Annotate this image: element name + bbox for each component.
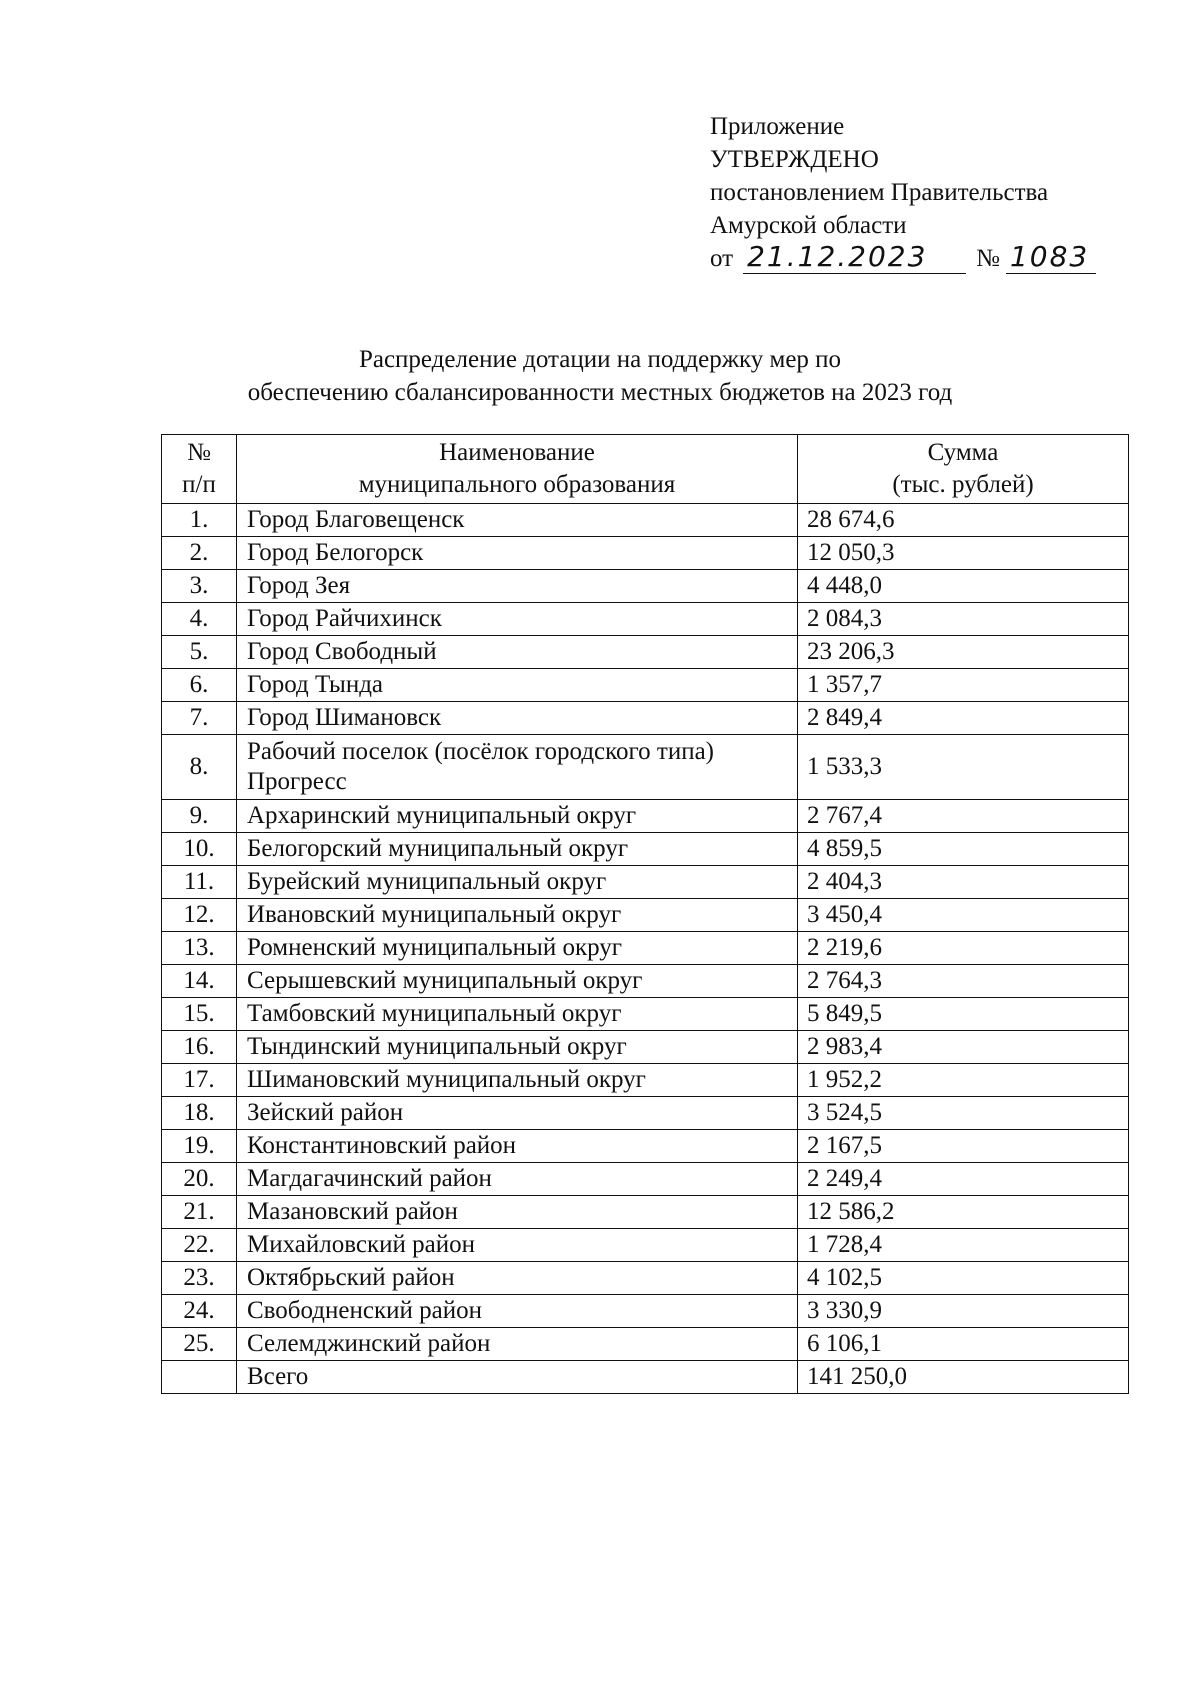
row-name: Город Зея	[237, 570, 798, 603]
row-name: Тындинский муниципальный округ	[237, 1031, 798, 1064]
row-sum: 1 952,2	[798, 1064, 1129, 1097]
row-number: 13.	[162, 932, 237, 965]
row-name: Серышевский муниципальный округ	[237, 965, 798, 998]
row-number: 25.	[162, 1328, 237, 1361]
region-label: Амурской области	[710, 212, 907, 239]
row-name: Город Белогорск	[237, 537, 798, 570]
row-sum: 3 524,5	[798, 1097, 1129, 1130]
header-name	[237, 435, 798, 504]
row-sum: 1 357,7	[798, 669, 1129, 702]
row-number: 23.	[162, 1262, 237, 1295]
row-name: Зейский район	[237, 1097, 798, 1130]
from-label: от	[710, 245, 734, 272]
row-number: 8.	[162, 735, 237, 800]
row-sum: 6 106,1	[798, 1328, 1129, 1361]
table-row	[162, 1064, 1129, 1097]
table-row	[162, 1097, 1129, 1130]
total-sum: 141 250,0	[798, 1361, 1129, 1394]
row-sum: 12 586,2	[798, 1196, 1129, 1229]
row-name-line1: Рабочий поселок (посёлок городского типа)	[247, 738, 715, 765]
table-row	[162, 537, 1129, 570]
title-line-2: обеспечению сбалансированности местных бюджетов на 2023 год	[247, 379, 953, 406]
table-row	[162, 636, 1129, 669]
header-name-line2: муниципального образования	[358, 471, 676, 498]
row-number: 12.	[162, 899, 237, 932]
header-name-line1: Наименование	[439, 439, 595, 466]
row-sum: 2 849,4	[798, 702, 1129, 735]
table-row	[162, 1262, 1129, 1295]
table-row	[162, 603, 1129, 636]
row-name: Белогорский муниципальный округ	[237, 833, 798, 866]
appendix-label: Приложение	[710, 113, 845, 140]
row-sum: 1 728,4	[798, 1229, 1129, 1262]
row-sum: 2 249,4	[798, 1163, 1129, 1196]
row-number: 10.	[162, 833, 237, 866]
row-sum: 3 450,4	[798, 899, 1129, 932]
row-name: Город Шимановск	[237, 702, 798, 735]
row-number: 24.	[162, 1295, 237, 1328]
row-sum: 2 767,4	[798, 800, 1129, 833]
row-name: Ромненский муниципальный округ	[237, 932, 798, 965]
row-name: Михайловский район	[237, 1229, 798, 1262]
row-sum: 2 764,3	[798, 965, 1129, 998]
row-name: Тамбовский муниципальный округ	[237, 998, 798, 1031]
handwritten-date: 21.12.2023	[743, 243, 966, 274]
table-row	[162, 1229, 1129, 1262]
table-row	[162, 702, 1129, 735]
table-row	[162, 1130, 1129, 1163]
row-name: Архаринский муниципальный округ	[237, 800, 798, 833]
row-name: Свободненский район	[237, 1295, 798, 1328]
header-sum-line2: (тыс. рублей)	[892, 471, 1034, 498]
total-label: Всего	[237, 1361, 798, 1394]
row-sum: 1 533,3	[798, 735, 1129, 800]
row-sum: 2 084,3	[798, 603, 1129, 636]
total-row	[162, 1361, 1129, 1394]
table-row	[162, 504, 1129, 537]
title-line-1: Распределение дотации на поддержку мер по	[358, 346, 842, 373]
subsidy-table	[161, 434, 1129, 1394]
table-header-row	[162, 435, 1129, 504]
resolution-label: постановлением Правительства	[710, 179, 1049, 206]
row-number: 18.	[162, 1097, 237, 1130]
row-number: 14.	[162, 965, 237, 998]
approved-label: УТВЕРЖДЕНО	[710, 146, 879, 173]
table-row	[162, 1295, 1129, 1328]
table-row	[162, 669, 1129, 702]
row-sum: 12 050,3	[798, 537, 1129, 570]
table-row	[162, 1163, 1129, 1196]
row-number: 5.	[162, 636, 237, 669]
row-sum: 2 219,6	[798, 932, 1129, 965]
row-name: Бурейский муниципальный округ	[237, 866, 798, 899]
header-sum-line1: Сумма	[927, 439, 999, 466]
row-number: 6.	[162, 669, 237, 702]
row-name: Город Райчихинск	[237, 603, 798, 636]
row-name: Город Тында	[237, 669, 798, 702]
row-number: 22.	[162, 1229, 237, 1262]
table-row	[162, 998, 1129, 1031]
handwritten-number: 1083	[1006, 243, 1096, 274]
row-sum: 4 102,5	[798, 1262, 1129, 1295]
row-sum: 5 849,5	[798, 998, 1129, 1031]
row-name: Шимановский муниципальный округ	[237, 1064, 798, 1097]
row-number: 11.	[162, 866, 237, 899]
row-name: Константиновский район	[237, 1130, 798, 1163]
table-row	[162, 965, 1129, 998]
header-sum	[798, 435, 1129, 504]
row-number: 21.	[162, 1196, 237, 1229]
document-title	[0, 343, 1200, 409]
table-row	[162, 866, 1129, 899]
row-sum: 3 330,9	[798, 1295, 1129, 1328]
row-sum: 28 674,6	[798, 504, 1129, 537]
row-sum: 2 167,5	[798, 1130, 1129, 1163]
table-row	[162, 899, 1129, 932]
row-name: Октябрьский район	[237, 1262, 798, 1295]
header-num	[162, 435, 237, 504]
row-name: Мазановский район	[237, 1196, 798, 1229]
table-row	[162, 800, 1129, 833]
row-sum: 2 983,4	[798, 1031, 1129, 1064]
row-name: Город Благовещенск	[237, 504, 798, 537]
approval-block	[710, 110, 1096, 275]
row-number: 3.	[162, 570, 237, 603]
row-name-line2: Прогресс	[247, 768, 347, 795]
row-name: Магдагачинский район	[237, 1163, 798, 1196]
total-number-cell	[162, 1361, 237, 1394]
row-number: 7.	[162, 702, 237, 735]
header-num-line1: №	[187, 439, 211, 466]
table-row	[162, 1196, 1129, 1229]
table-row	[162, 1031, 1129, 1064]
row-name	[237, 735, 798, 800]
row-name: Селемджинский район	[237, 1328, 798, 1361]
row-number: 19.	[162, 1130, 237, 1163]
table-row	[162, 932, 1129, 965]
date-number-line	[710, 242, 1096, 275]
row-number: 17.	[162, 1064, 237, 1097]
row-sum: 4 448,0	[798, 570, 1129, 603]
row-name: Ивановский муниципальный округ	[237, 899, 798, 932]
row-sum: 23 206,3	[798, 636, 1129, 669]
row-number: 1.	[162, 504, 237, 537]
row-number: 2.	[162, 537, 237, 570]
header-num-line2: п/п	[182, 471, 216, 498]
row-number: 9.	[162, 800, 237, 833]
row-sum: 2 404,3	[798, 866, 1129, 899]
row-number: 16.	[162, 1031, 237, 1064]
row-name: Город Свободный	[237, 636, 798, 669]
number-label: №	[976, 245, 1000, 272]
table-row	[162, 735, 1129, 800]
row-sum: 4 859,5	[798, 833, 1129, 866]
table-row	[162, 570, 1129, 603]
row-number: 20.	[162, 1163, 237, 1196]
table-row	[162, 1328, 1129, 1361]
row-number: 4.	[162, 603, 237, 636]
table-row	[162, 833, 1129, 866]
row-number: 15.	[162, 998, 237, 1031]
